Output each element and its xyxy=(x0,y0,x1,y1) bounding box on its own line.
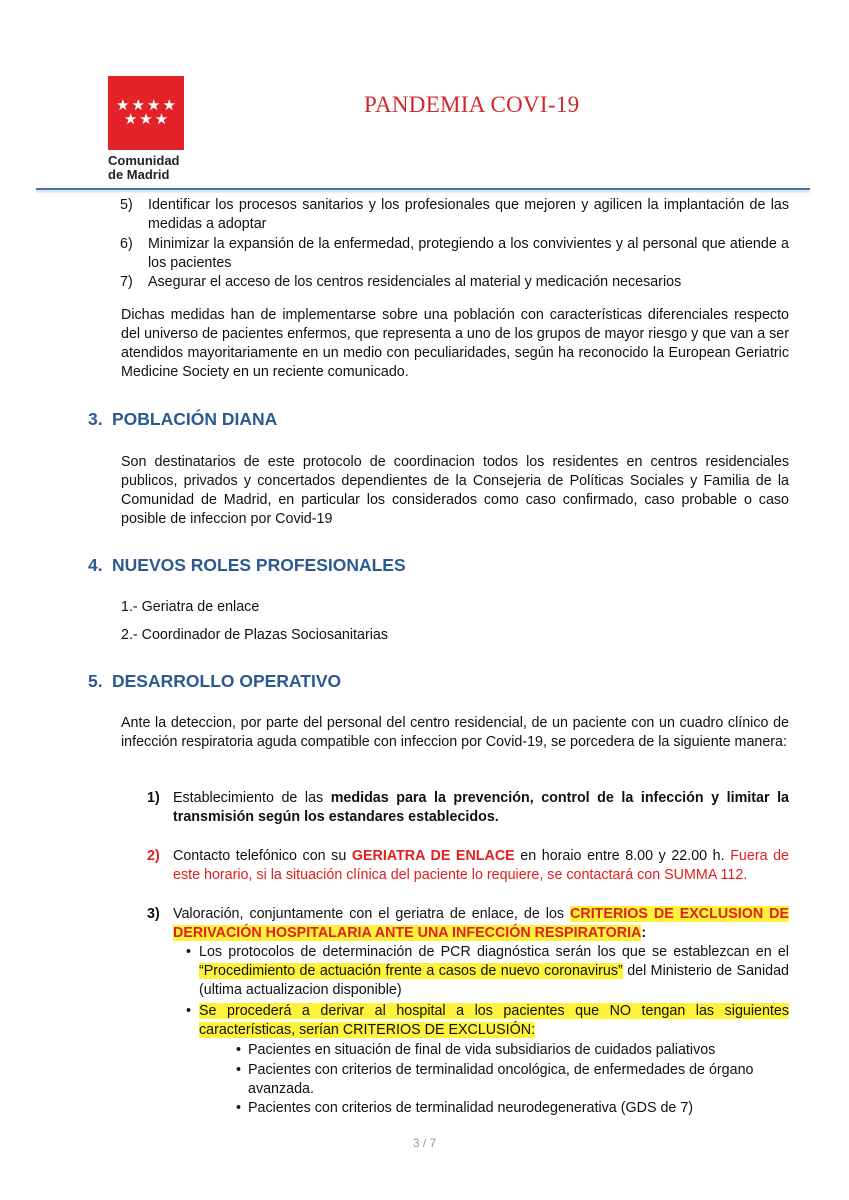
bullet-exclusion-criteria: • Se procederá a derivar al hospital a los pacientes que NO tengan las siguientes características, serían CRITERIOS DE EXCLUSIÓN: xyxy=(186,1003,789,1038)
header-title: PANDEMIA COVI-19 xyxy=(364,92,580,117)
step-1: 1) Establecimiento de las medidas para la prevención, control de la infección y limitar la transmisión según los estandares establecidos. xyxy=(147,790,789,825)
section3-body: Son destinatarios de este protocolo de coordinacion todos los residentes en centros residenciales publicos, privados y concertados dependientes de la Consejeria de Políticas Sociales y Familia de la Comunidad de Madrid, en particular los considerados como caso confirmado, caso probable o caso posible de infeccion por Covid-19 xyxy=(121,454,789,527)
intro-paragraph: Dichas medidas han de implementarse sobre una población con características diferenciales respecto del universo de pacientes enfermos, que representa a uno de los grupos de mayor riesgo y que van a ser atendidos mayoritariamente en un medio con peculiaridades, según ha reconocido la European Geriatric Medicine Society en un reciente comunicado. xyxy=(121,307,789,380)
section-heading-poblacion-diana: 3. POBLACIÓN DIANA xyxy=(88,409,278,429)
section5-body: Ante la deteccion, por parte del personal del centro residencial, de un paciente con un cuadro clínico de infección respiratoria aguda compatible con infeccion por Covid-19, se porcedera de la siguiente manera: xyxy=(121,715,789,750)
step-2: 2) Contacto telefónico con su GERIATRA DE ENLACE en horaio entre 8.00 y 22.00 h. Fuera de este horario, si la situación clínica del paciente lo requiere, se contactará con SUMMA 112. xyxy=(147,848,790,883)
sub-bullet-palliative: • Pacientes en situación de final de vida subsidiarios de cuidados paliativos xyxy=(236,1042,716,1058)
header-divider xyxy=(36,188,810,190)
logo-text-line2: de Madrid xyxy=(108,167,170,182)
logo-stars-emblem: ★ ★ ★ ★ ★ ★ ★ xyxy=(108,76,184,150)
step-3: 3) Valoración, conjuntamente con el geriatra de enlace, de los CRITERIOS DE EXCLUSION DE DERIVACIÓN HOSPITALARIA ANTE UNA INFECCIÓN RESPIRATORIA: xyxy=(147,906,790,941)
bullet-pcr-protocol: • Los protocolos de determinación de PCR diagnóstica serán los que se establezcan en el “Procedimiento de actuación frente a casos de nuevo coronavirus” del Ministerio de Sanidad (ultima actualizacion disponible) xyxy=(186,944,790,998)
role-item-2: 2.- Coordinador de Plazas Sociosanitarias xyxy=(121,627,389,643)
sub-bullet-neurodegenerative: • Pacientes con criterios de terminalidad neurodegenerativa (GDS de 7) xyxy=(236,1100,694,1116)
objective-item-6: 6) Minimizar la expansión de la enfermedad, protegiendo a los convivientes y al personal que atiende a los pacientes xyxy=(120,236,789,271)
objective-item-7: 7) Asegurar el acceso de los centros residenciales al material y medicación necesarios xyxy=(120,274,682,290)
section-heading-nuevos-roles: 4. NUEVOS ROLES PROFESIONALES xyxy=(88,555,406,575)
comunidad-madrid-logo xyxy=(108,76,186,182)
logo-text-line1: Comunidad xyxy=(108,153,180,168)
section-heading-desarrollo-operativo: 5. DESARROLLO OPERATIVO xyxy=(88,671,342,691)
sub-bullet-oncologic: • Pacientes con criterios de terminalidad oncológica, de enfermedades de órgano avanzada. xyxy=(236,1062,754,1097)
objective-item-5: 5) Identificar los procesos sanitarios y los profesionales que mejoren y agilicen la implantación de las medidas a adoptar xyxy=(120,197,789,232)
role-item-1: 1.- Geriatra de enlace xyxy=(121,599,260,615)
page-number: 3 / 7 xyxy=(412,1136,437,1150)
